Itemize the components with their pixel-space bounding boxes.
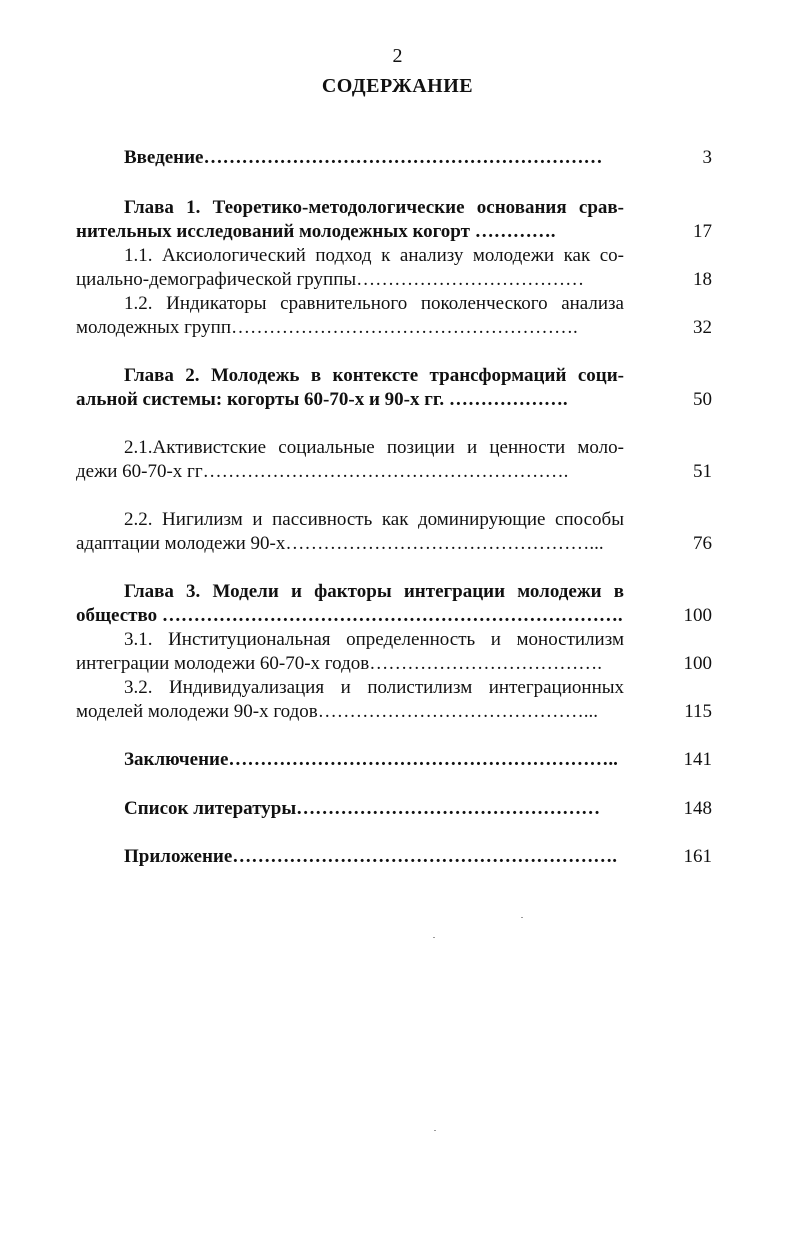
toc-title: СОДЕРЖАНИЕ bbox=[321, 75, 474, 97]
toc-entry-section-1-1-line2: циально-демографической группы……………………………… bbox=[76, 269, 585, 291]
toc-page-chapter-1: 17 bbox=[693, 221, 712, 242]
scan-speck bbox=[433, 937, 435, 938]
toc-entry-section-1-2-line1: 1.2. Индикаторы сравнительного поколенческого анализа bbox=[124, 293, 624, 314]
toc-page-section-2-2: 76 bbox=[693, 533, 712, 554]
toc-entry-section-1-1-line1: 1.1. Аксиологический подход к анализу молодежи как со- bbox=[124, 245, 624, 266]
toc-entry-references-text: Список литературы………………………………………… bbox=[124, 798, 601, 819]
toc-page-references: 148 bbox=[683, 798, 712, 819]
toc-entry-chapter-2[interactable] bbox=[76, 364, 624, 413]
toc-entry-section-2-2-line1: 2.2. Нигилизм и пассивность как доминирующие способы bbox=[124, 509, 624, 530]
toc-entry-chapter-1-line1: Глава 1. Теоретико-методологические основания срав- bbox=[124, 197, 624, 218]
toc-entry-section-3-2-line1: 3.2. Индивидуализация и полистилизм интеграционных bbox=[124, 677, 624, 698]
toc-entry-section-2-1-line1: 2.1.Активистские социальные позиции и ценности моло- bbox=[124, 437, 624, 458]
toc-page-chapter-2: 50 bbox=[693, 389, 712, 410]
toc-entry-intro[interactable] bbox=[76, 146, 624, 170]
toc-entry-section-3-2[interactable] bbox=[76, 676, 624, 725]
toc-entry-chapter-1-line2: нительных исследований молодежных когорт …………. bbox=[76, 221, 556, 243]
page-number: 2 bbox=[392, 45, 403, 67]
toc-entry-conclusion-text: Заключение…………………………………………………….. bbox=[124, 749, 618, 770]
toc-page-section-1-2: 32 bbox=[693, 317, 712, 338]
toc-entry-section-2-1[interactable] bbox=[76, 436, 624, 485]
toc-entry-references[interactable] bbox=[76, 797, 624, 821]
toc-entry-chapter-2-line1: Глава 2. Молодежь в контексте трансформаций соци- bbox=[124, 365, 624, 386]
toc-entry-section-3-1-line2: интеграции молодежи 60-70-х годов………………………………. bbox=[76, 653, 602, 675]
toc-entry-section-3-2-line2: моделей молодежи 90-х годов……………………………………... bbox=[76, 701, 598, 723]
toc-page-chapter-3: 100 bbox=[683, 605, 712, 626]
scan-speck bbox=[434, 1130, 436, 1131]
toc-entry-chapter-3-line2: общество ………………………………………………………………. bbox=[76, 605, 623, 627]
toc-entry-section-1-2-line2: молодежных групп………………………………………………. bbox=[76, 317, 578, 339]
toc-entry-chapter-3-line1: Глава 3. Модели и факторы интеграции молодежи в bbox=[124, 581, 624, 602]
toc-entry-section-3-1-line1: 3.1. Институциональная определенность и моностилизм bbox=[124, 629, 624, 650]
toc-page-section-2-1: 51 bbox=[693, 461, 712, 482]
toc-page-appendix: 161 bbox=[683, 846, 712, 867]
toc-entry-chapter-3[interactable] bbox=[76, 580, 624, 629]
toc-entry-chapter-1[interactable] bbox=[76, 196, 624, 245]
toc-page-section-3-2: 115 bbox=[684, 701, 712, 722]
toc-page-section-3-1: 100 bbox=[683, 653, 712, 674]
toc-page-section-1-1: 18 bbox=[693, 269, 712, 290]
toc-entry-intro-text: Введение……………………………………………………… bbox=[124, 147, 603, 168]
toc-entry-chapter-2-line2: альной системы: когорты 60-70-х и 90-х гг. ………………. bbox=[76, 389, 568, 411]
toc-entry-conclusion[interactable] bbox=[76, 748, 624, 772]
toc-entry-section-1-1[interactable] bbox=[76, 244, 624, 293]
toc-entry-appendix-text: Приложение……………………………………………………. bbox=[124, 846, 618, 867]
toc-entry-section-3-1[interactable] bbox=[76, 628, 624, 677]
toc-entry-appendix[interactable] bbox=[76, 845, 624, 869]
toc-entry-section-1-2[interactable] bbox=[76, 292, 624, 341]
toc-page-intro: 3 bbox=[702, 147, 712, 168]
scan-speck bbox=[521, 917, 523, 918]
toc-page-conclusion: 141 bbox=[683, 749, 712, 770]
toc-entry-section-2-2[interactable] bbox=[76, 508, 624, 557]
toc-entry-section-2-2-line2: адаптации молодежи 90-х…………………………………………... bbox=[76, 533, 604, 555]
toc-entry-section-2-1-line2: дежи 60-70-х гг…………………………………………………. bbox=[76, 461, 569, 483]
